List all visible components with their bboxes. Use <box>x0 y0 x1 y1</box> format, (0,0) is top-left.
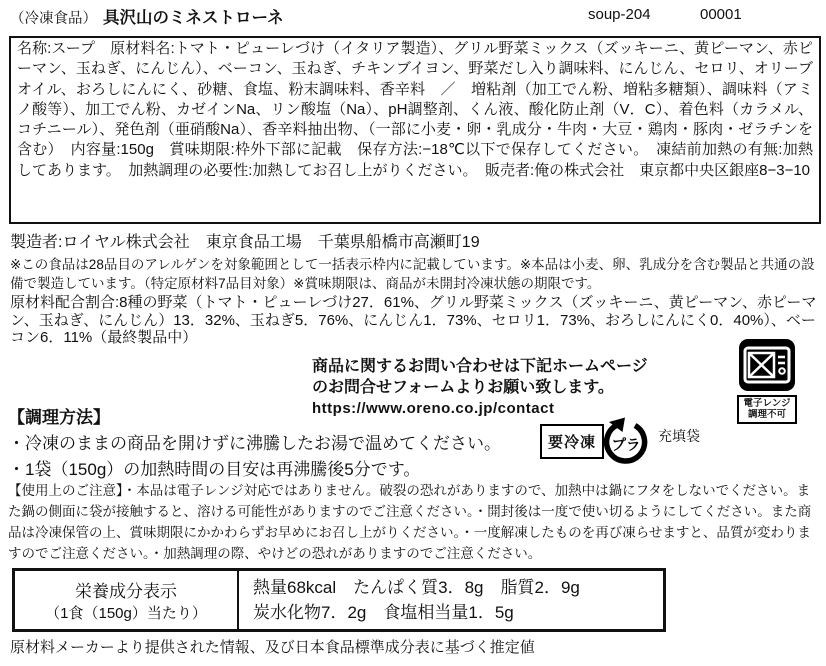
estimation-footnote: 原材料メーカーより提供された情報、及び日本食品標準成分表に基づく推定値 <box>10 639 535 656</box>
cooking-step-1: ・冷凍のままの商品を開けずに沸騰したお湯で温めてください。 <box>8 434 501 453</box>
nutrition-serving-size: （1食（150g）当たり） <box>45 605 207 622</box>
plastic-recycle-mark <box>601 417 651 474</box>
microwave-crossed-icon <box>738 338 796 392</box>
contact-line-2: のお問合せフォームよりお願い致します。 <box>312 379 614 396</box>
contact-block <box>312 356 648 419</box>
header <box>10 4 284 28</box>
cooking-step-2: ・1袋（150g）の加熱時間の目安は再沸騰後5分です。 <box>8 460 421 479</box>
nutrition-title: 栄養成分表示 <box>75 582 177 601</box>
plastic-recycle-icon <box>601 417 651 469</box>
plastic-recycle-text: プラ <box>611 438 641 454</box>
nutrition-facts-header <box>15 571 239 629</box>
food-category: （冷凍食品） <box>10 11 97 27</box>
product-code: soup-204 <box>588 6 651 23</box>
keep-frozen-badge: 要冷凍 <box>540 424 604 459</box>
product-name: 具沢山のミネストローネ <box>103 9 284 27</box>
contact-url: https://www.oreno.co.jp/contact <box>312 400 555 417</box>
serial-number: 00001 <box>700 6 742 23</box>
nutrition-row-2: 炭水化物7．2g 食塩相当量1．5g <box>253 603 514 622</box>
ingredient-ratio: 原材料配合割合:8種の野菜（トマト・ピューレづけ27．61%、グリル野菜ミックス（ズッキーニ、黄ピーマン、赤ピーマン、玉ねぎ、にんじん）13．32%、玉ねぎ5．76%、にんじん1．73%、セロリ1．73%、おろしにんにく0．40%）、ベーコン6．11%（最終製品中） <box>10 294 817 346</box>
ingredient-declaration-text: 名称:スープ 原材料名:トマト・ピューレづけ（イタリア製造）、グリル野菜ミックス（ズッキーニ、黄ピーマン、赤ピーマン、玉ねぎ、にんじん）、ベーコン、玉ねぎ、チキンブイヨン、野菜だし入り調味料、にんじん、セロリ、オリーブオイル、おろしにんにく、砂糖、食塩、粉末調味料、香辛料 ／ 増粘剤（加工でん粉、増粘多糖類）、調味料（アミノ酸等）、加工でん粉、カゼインNa、リン酸塩（Na）、pH調整剤、くん液、酸化防止剤（V．C）、着色料（カラメル、コチニール）、発色剤（亜硝酸Na）、香辛料抽出物、（一部に小麦・卵・乳成分・牛肉・大豆・鶏肉・豚肉・ゼラチンを含む） 内容量:150g 賞味期限:枠外下部に記載 保存方法:−18℃以下で保存してください。 凍結前加熱の有無:加熱してあります。 加熱調理の必要性:加熱してお召し上がりください。 販売者:俺の株式会社 東京都中央区銀座8−3−10 <box>17 40 813 179</box>
recycle-part-label: 充填袋 <box>658 428 700 444</box>
cooking-method-heading: 【調理方法】 <box>8 408 110 427</box>
usage-caution: 【使用上のご注意】・本品は電子レンジ対応ではありません。破裂の恐れがありますので、加熱中は鍋にフタをしないでください。また鍋の側面に袋が接触すると、溶ける可能性がありますのでご注意ください。・開封後は一度で使い切るようにしてください。また商品は冷凍保管の上、賞味期限にかかわらずお早めにお召し上がりください。・一度解凍したものを再び凍らせますと、品質が変わりますのでご注意ください。・加熱調理の際、やけどの恐れがありますのでご注意ください。 <box>8 483 812 561</box>
allergen-notes: ※この食品は28品目のアレルゲンを対象範囲として一括表示枠内に記載しています。※本品は小麦、卵、乳成分を含む製品と共通の設備で製造しています。（特定原材料7品目対象）※賞味期限は、商品が未開封冷凍状態の期限です。 <box>10 257 815 291</box>
manufacturer-line: 製造者:ロイヤル株式会社 東京食品工場 千葉県船橋市高瀬町19 <box>10 234 480 251</box>
nutrition-facts-box <box>12 568 666 632</box>
microwave-stamp-label-line2: 調理不可 <box>747 409 786 421</box>
microwave-stamp-label-line1: 電子レンジ <box>743 398 791 409</box>
contact-line-1: 商品に関するお問い合わせは下記ホームページ <box>312 358 648 375</box>
microwave-not-allowed-stamp <box>737 338 797 424</box>
ingredient-declaration-box <box>9 36 821 224</box>
microwave-stamp-label <box>737 395 797 424</box>
nutrition-row-1: 熱量68kcal たんぱく質3．8g 脂質2．9g <box>253 578 580 597</box>
nutrition-values <box>239 571 663 629</box>
